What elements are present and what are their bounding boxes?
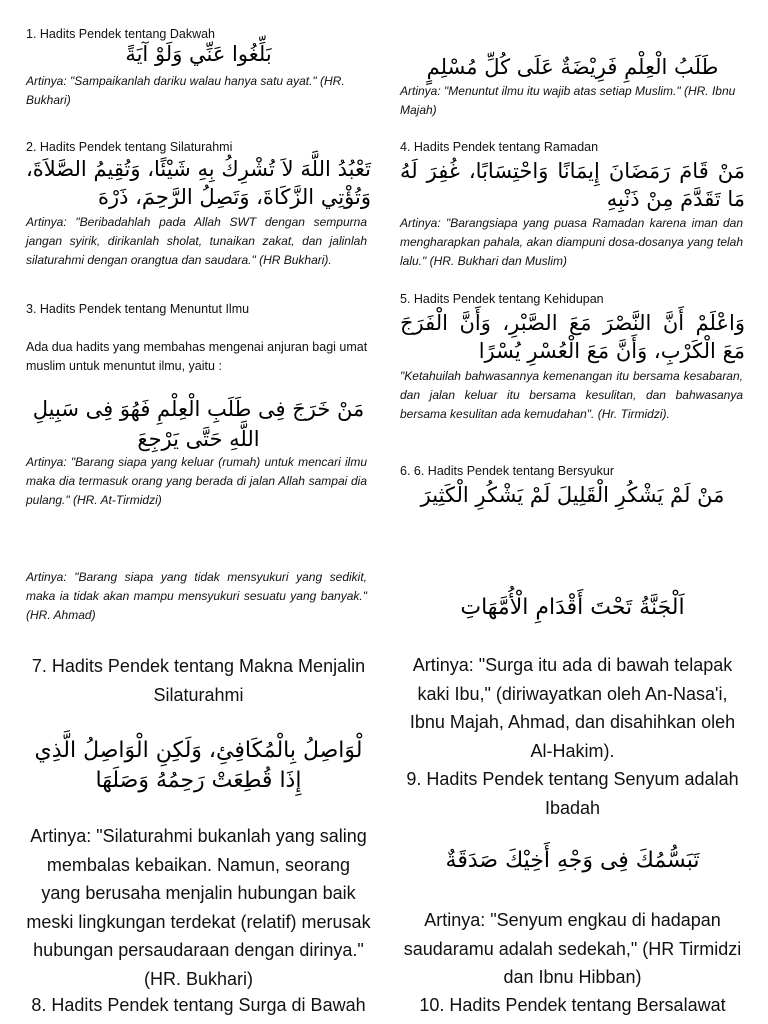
arabic-dakwah: بَلِّغُوا عَنِّي وَلَوْ آيَةً	[125, 42, 272, 66]
heading-menuntut-ilmu: 3. Hadits Pendek tentang Menuntut Ilmu	[26, 302, 250, 316]
arabic-kehidupan: وَاعْلَمْ أَنَّ النَّصْرَ مَعَ الصَّبْرِ، وَأَنَّ الْفَرَجَ مَعَ الْكَرْبِ، وَأَنَّ مَعَ الْعُسْرِ يُسْرًا	[400, 311, 745, 363]
heading-dakwah: 1. Hadits Pendek tentang Dakwah	[26, 27, 216, 41]
arabic-menuntut-ilmu: مَنْ خَرَجَ فِى طَلَبِ الْعِلْمِ فَهُوَ فِى سَبِيلِ اللَّهِ حَتَّى يَرْجِعَ	[32, 397, 365, 451]
translation-surga: Artinya: "Surga itu ada di bawah telapak kaki Ibu," (diriwayatkan oleh An-Nasa'i, Ibnu Majah, Ahmad, dan disahihkan oleh Al-Hakim).	[409, 655, 736, 761]
translation-silaturahmi: Artinya: "Beribadahlah pada Allah SWT dengan sempurna jangan syirik, dirikanlah sholat, tunaikan zakat, dan jalinlah silaturahmi dengan orangtua dan saudara." (HR Bukhari).	[26, 215, 367, 267]
translation-senyum: Artinya: "Senyum engkau di hadapan saudaramu adalah sedekah," (HR Tirmidzi dan Ibnu Hibban)	[403, 910, 742, 987]
heading-makna-silaturahmi: 7. Hadits Pendek tentang Makna Menjalin Silaturahmi	[31, 656, 366, 705]
heading-kehidupan: 5. Hadits Pendek tentang Kehidupan	[400, 292, 604, 306]
heading-silaturahmi: 2. Hadits Pendek tentang Silaturahmi	[26, 140, 233, 154]
arabic-bersyukur: مَنْ لَمْ يَشْكُرِ الْقَلِيلَ لَمْ يَشْكُرِ الْكَثِيرَ	[420, 483, 725, 507]
translation-bersyukur: Artinya: "Barang siapa yang tidak mensyukuri yang sedikit, maka ia tidak akan mampu mensyukuri sesuatu yang banyak." (HR. Ahmad)	[26, 570, 367, 622]
translation-dakwah: Artinya: "Sampaikanlah dariku walau hanya satu ayat." (HR. Bukhari)	[26, 74, 345, 107]
translation-ramadan: Artinya: "Barangsiapa yang puasa Ramadan karena iman dan mengharapkan pahala, akan diampuni dosa-dosanya yang telah lalu." (HR. Bukhari dan Muslim)	[400, 216, 743, 268]
arabic-senyum: تَبَسُّمُكَ فِى وَجْهِ أَخِيْكَ صَدَقَةٌ	[445, 848, 700, 873]
translation-wajib-ilmu: Artinya: "Menuntut ilmu itu wajib atas setiap Muslim." (HR. Ibnu Majah)	[400, 84, 736, 117]
heading-surga: 8. Hadits Pendek tentang Surga di Bawah	[31, 995, 366, 1015]
translation-makna-silaturahmi: Artinya: "Silaturahmi bukanlah yang saling membalas kebaikan. Namun, seorang yang berusaha menjalin hubungan baik meski lingkungan terdekat (relatif) merusak hubungan persaudaraan dengan dirinya." (HR. Bukhari)	[26, 826, 371, 989]
translation-menuntut-ilmu: Artinya: "Barang siapa yang keluar (rumah) untuk mencari ilmu maka dia termasuk orang yang berada di jalan Allah sampai dia pulang." (HR. At-Tirmidzi)	[26, 455, 367, 507]
heading-bersyukur: 6. 6. Hadits Pendek tentang Bersyukur	[400, 464, 615, 478]
heading-bersalawat: 10. Hadits Pendek tentang Bersalawat	[419, 995, 726, 1015]
arabic-wajib-ilmu: طَلَبُ الْعِلْمِ فَرِيْضَةٌ عَلَى كُلِّ مُسْلِمٍ	[426, 55, 719, 79]
heading-senyum: 9. Hadits Pendek tentang Senyum adalah Ibadah	[406, 769, 739, 818]
arabic-silaturahmi: تَعْبُدُ اللَّهَ لاَ تُشْرِكُ بِهِ شَيْئًا، وَتُقِيمُ الصَّلاَةَ، وَتُؤْتِي الزَّكَاةَ، وَتَصِلُ الرَّحِمَ، ذَرْهَ	[26, 157, 371, 209]
arabic-surga: اَلْجَنَّةُ تَحْتَ أَقْدَامِ الْأُمَّهَاتِ	[460, 595, 685, 620]
arabic-makna-silaturahmi: لْوَاصِلُ بِالْمُكَافِئِ، وَلَكِنِ الْوَاصِلُ الَّذِي إِذَا قُطِعَتْ رَحِمُهُ وَصَلَهَا	[34, 738, 363, 793]
translation-kehidupan: "Ketahuilah bahwasannya kemenangan itu bersama kesabaran, dan jalan keluar itu bersama kesulitan, dan bahwasanya bersama kesulitan ada kemudahan". (Hr. Tirmidzi).	[400, 369, 743, 421]
arabic-ramadan: مَنْ قَامَ رَمَضَانَ إِيمَانًا وَاحْتِسَابًا، غُفِرَ لَهُ مَا تَقَدَّمَ مِنْ ذَنْبِهِ	[400, 159, 745, 211]
intro-menuntut-ilmu: Ada dua hadits yang membahas mengenai anjuran bagi umat muslim untuk menuntut ilmu, yaitu :	[26, 340, 368, 373]
heading-ramadan: 4. Hadits Pendek tentang Ramadan	[400, 140, 599, 154]
